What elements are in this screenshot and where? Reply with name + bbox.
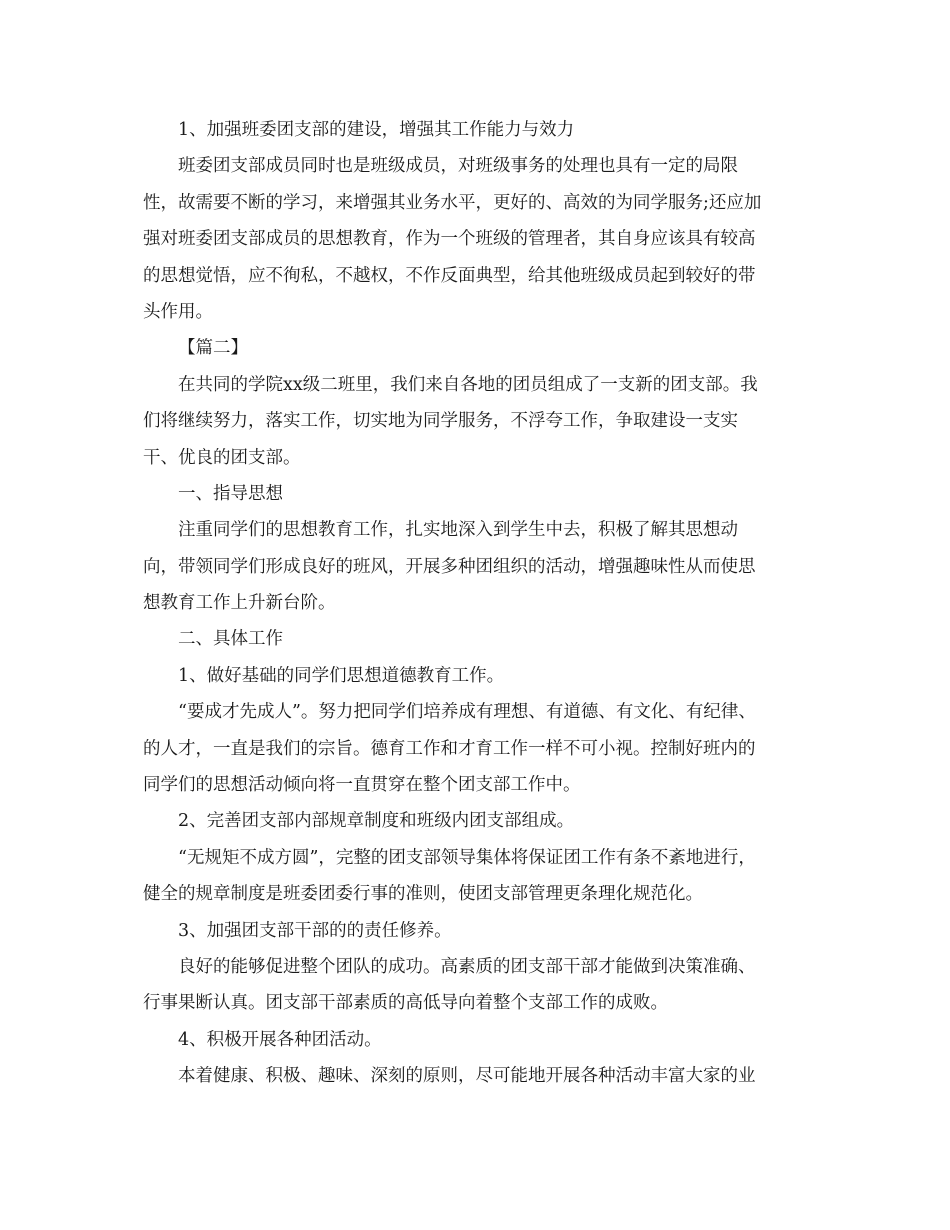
text-line: 的思想觉悟，应不徇私，不越权，不作反面典型，给其他班级成员起到较好的带 [143,265,756,286]
text-line: 健全的规章制度是班委团委行事的准则，使团支部管理更条理化规范化。 [143,884,703,905]
text-line: 的人才，一直是我们的宗旨。德育工作和才育工作一样不可小视。控制好班内的 [143,738,756,759]
text-line: 性，故需要不断的学习，来增强其业务水平，更好的、高效的为同学服务;还应加 [143,192,762,213]
text-line: 班委团支部成员同时也是班级成员，对班级事务的处理也具有一定的局限 [178,156,738,177]
text-line: “无规矩不成方圆”，完整的团支部领导集体将保证团工作有条不紊地进行， [178,847,756,868]
text-line: 行事果断认真。团支部干部素质的高低导向着整个支部工作的成败。 [143,993,668,1014]
text-line: 在共同的学院xx级二班里，我们来自各地的团员组成了一支新的团支部。我 [178,374,758,395]
text-line: 本着健康、积极、趣味、深刻的原则，尽可能地开展各种活动丰富大家的业 [178,1066,756,1087]
text-line: 们将继续努力，落实工作，切实地为同学服务，不浮夸工作，争取建设一支实 [143,411,738,432]
text-line: 向，带领同学们形成良好的班风，开展多种团组织的活动，增强趣味性从而使思 [143,556,756,577]
text-line: 干、优良的团支部。 [143,447,301,468]
document-body [143,112,807,1095]
text-line: 一、指导思想 [178,483,283,504]
text-line: “要成才先成人”。努力把同学们培养成有理想、有道德、有文化、有纪律、 [178,702,756,723]
text-line: 头作用。 [143,301,213,322]
text-line: 想教育工作上升新台阶。 [143,593,336,614]
text-line: 1、加强班委团支部的建设，增强其工作能力与效力 [178,120,575,140]
text-line: 强对班委团支部成员的思想教育，作为一个班级的管理者，其自身应该具有较高 [143,229,756,250]
text-line: 2、完善团支部内部规章制度和班级内团支部组成。 [178,811,575,832]
text-line: 1、做好基础的同学们思想道德教育工作。 [178,665,505,686]
text-line: 4、积极开展各种团活动。 [178,1029,382,1050]
text-line: 【篇二】 [178,338,248,359]
text-line: 二、具体工作 [178,629,283,650]
text-line: 同学们的思想活动倾向将一直贯穿在整个团支部工作中。 [143,775,581,796]
text-line: 良好的能够促进整个团队的成功。高素质的团支部干部才能做到决策准确、 [178,956,756,977]
text-line: 注重同学们的思想教育工作，扎实地深入到学生中去，积极了解其思想动 [178,520,738,541]
text-line: 3、加强团支部干部的的责任修养。 [178,920,452,941]
